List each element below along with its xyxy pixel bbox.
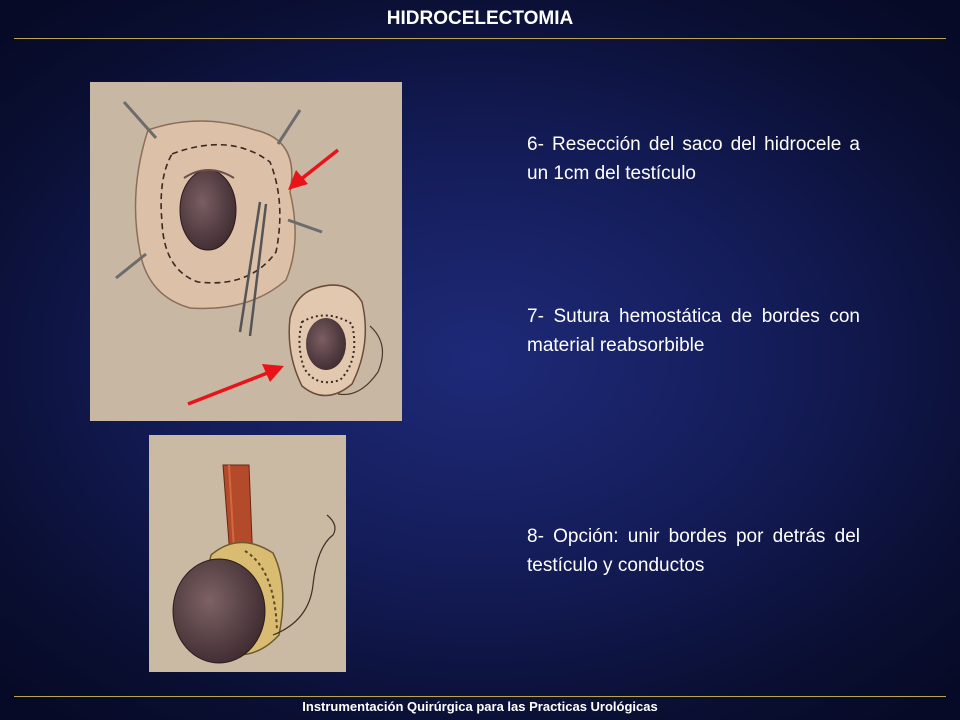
edges-joined-illustration — [149, 435, 346, 672]
title-divider — [14, 38, 946, 39]
step-7-text: 7- Sutura hemostática de bordes con material reabsorbible — [527, 306, 860, 356]
footer-divider — [14, 696, 946, 697]
slide-title: HIDROCELECTOMIA — [386, 8, 574, 29]
step-6-text: 6- Resección del saco del hidrocele a un 1cm del testículo — [527, 134, 860, 184]
slide-footer: Instrumentación Quirúrgica para las Practicas Urológicas — [302, 699, 658, 714]
step-8-text: 8- Opción: unir bordes por detrás del testículo y conductos — [527, 526, 860, 576]
resection-illustration — [90, 82, 402, 421]
